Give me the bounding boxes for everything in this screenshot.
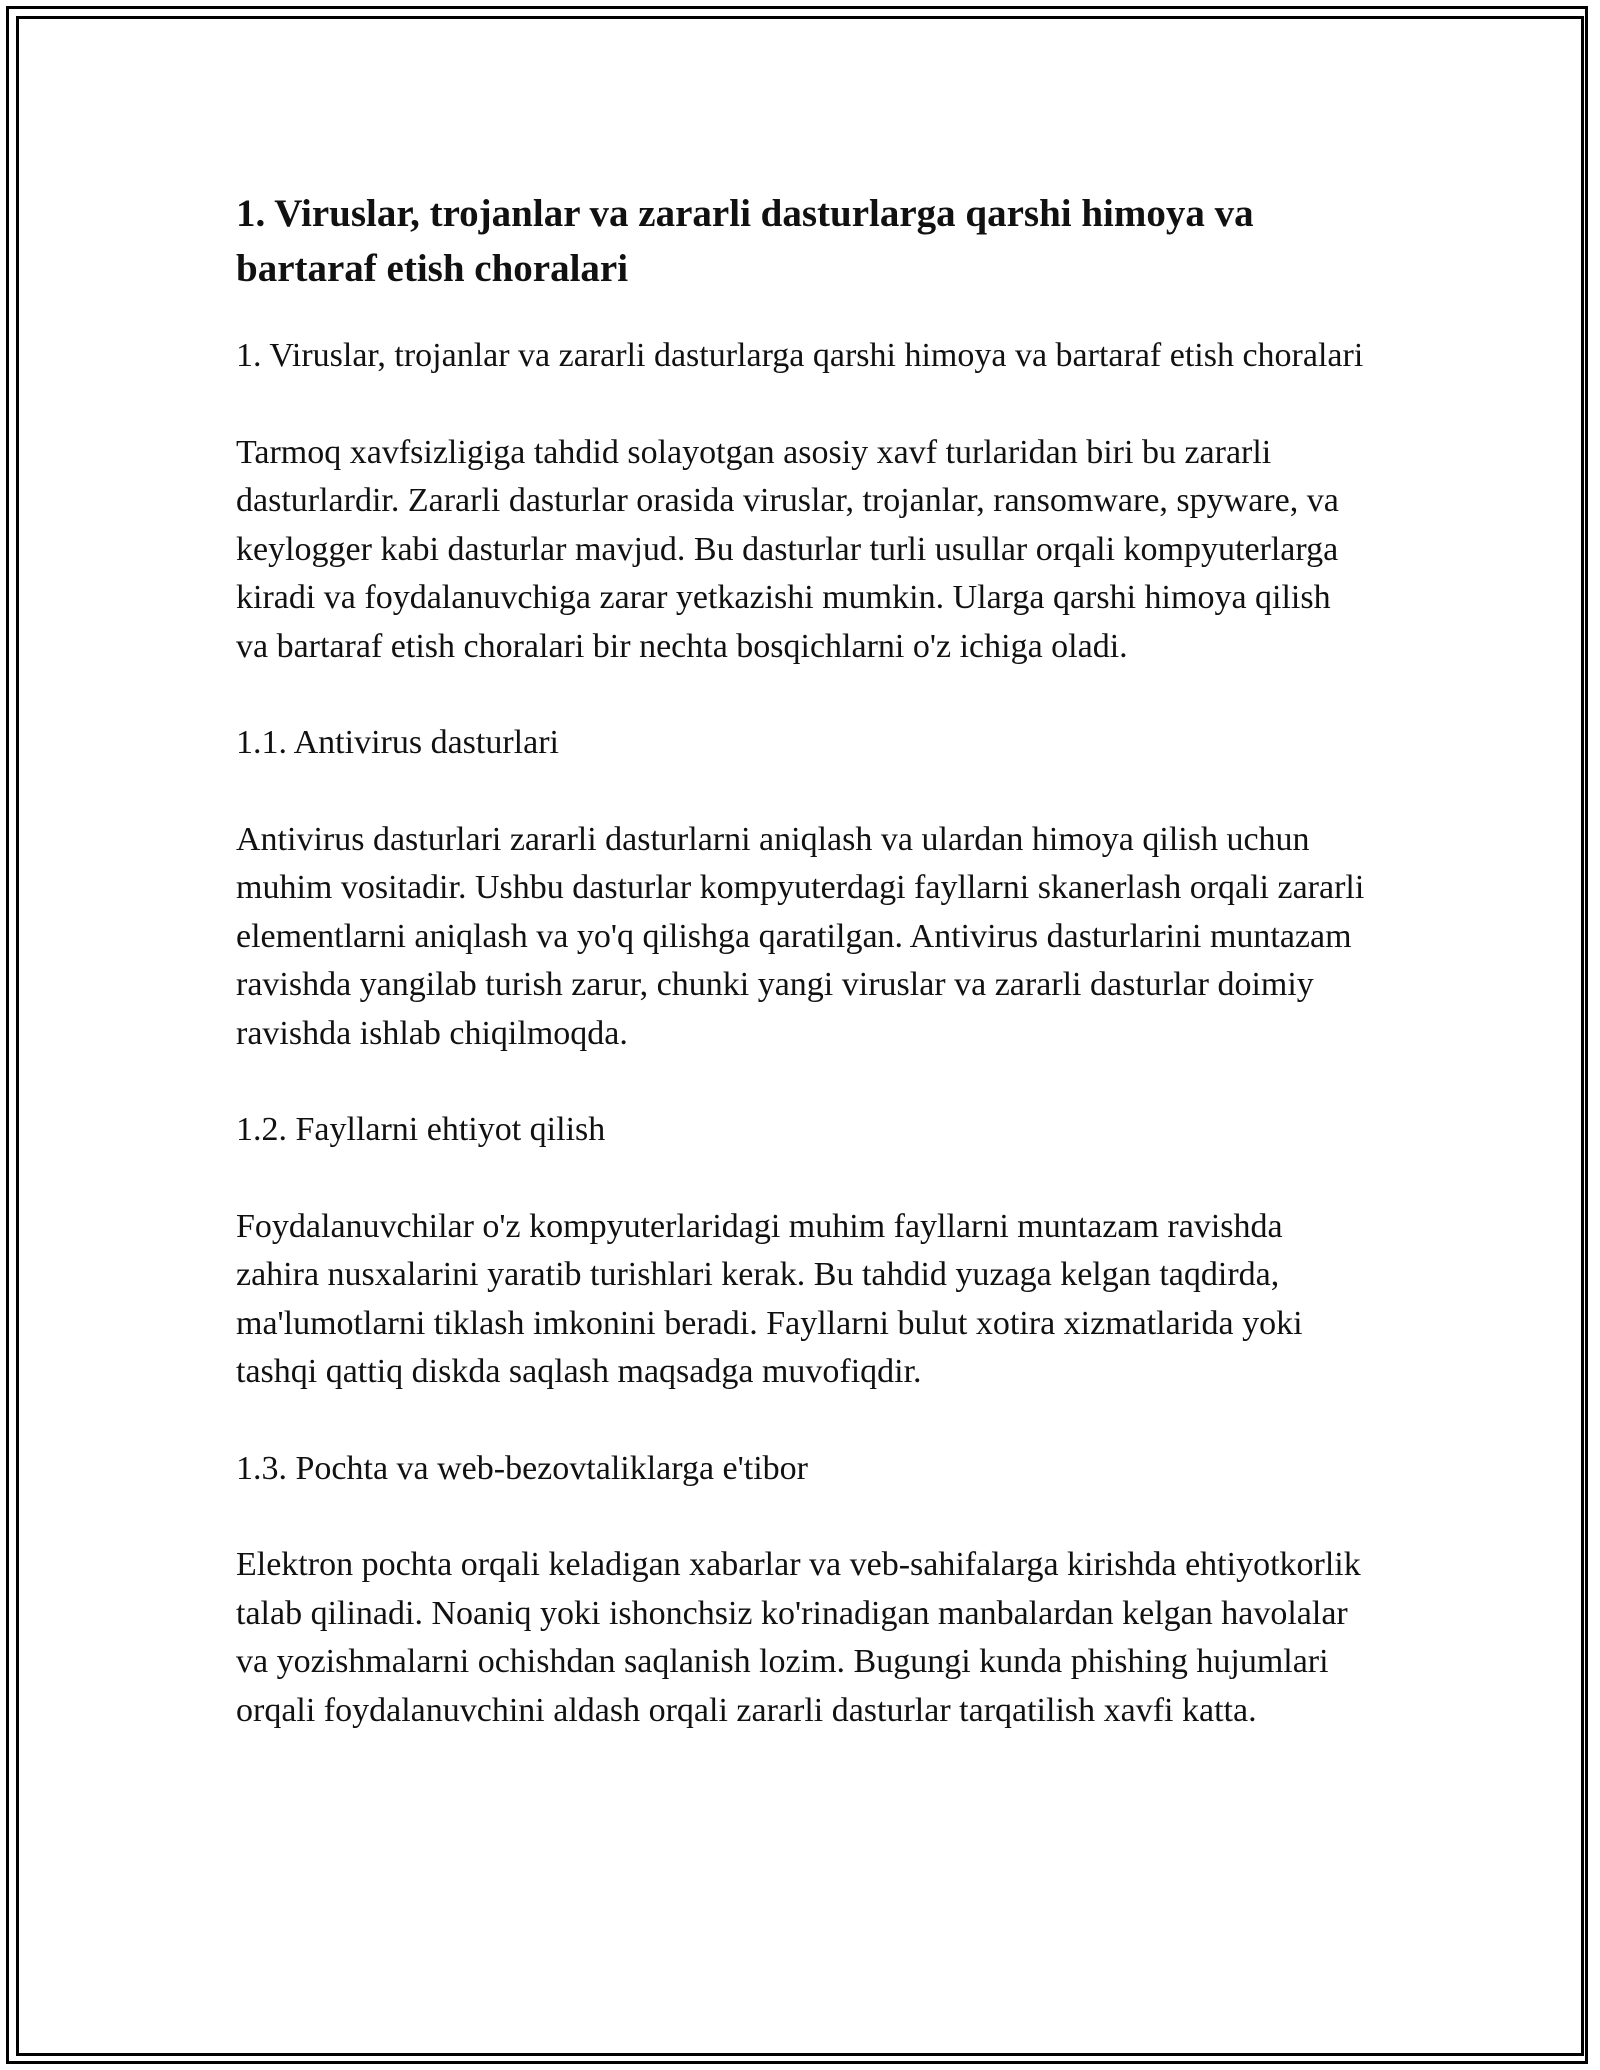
subsection-title-backup: 1.2. Fayllarni ehtiyot qilish: [236, 1111, 606, 1148]
subsection-title-antivirus: 1.1. Antivirus dasturlari: [236, 724, 559, 761]
email-web-paragraph: Elektron pochta orqali keladigan xabarlar va veb-sahifalarga kirishda ehtiyotkorlik talab qilinadi. Noaniq yoki ishonchsiz ko'rinadigan manbalardan kelgan havolalar va yozishmalarni ochishdan saqlanish lozim. Bugungi kunda phishing hujumlari orqali foydalanuvchini aldash orqali zararli dasturlar tarqatilish xavfi katta.: [236, 1546, 1361, 1729]
antivirus-paragraph: Antivirus dasturlari zararli dasturlarni aniqlash va ulardan himoya qilish uchun muhim vositadir. Ushbu dasturlar kompyuterdagi fayllarni skanerlash orqali zararli elementlarni aniqlash va yo'q qilishga qaratilgan. Antivirus dasturlarini muntazam ravishda yangilab turish zarur, chunki yangi viruslar va zararli dasturlar doimiy ravishda ishlab chiqilmoqda.: [236, 820, 1365, 1052]
document-heading: 1. Viruslar, trojanlar va zararli dasturlarga qarshi himoya va bartaraf etish choralari: [236, 192, 1254, 290]
document-body: [236, 186, 1366, 1783]
section-title-repeat: 1. Viruslar, trojanlar va zararli dasturlarga qarshi himoya va bartaraf etish choralari: [236, 337, 1364, 374]
intro-paragraph: Tarmoq xavfsizligiga tahdid solayotgan asosiy xavf turlaridan biri bu zararli dasturlardir. Zararli dasturlar orasida viruslar, trojanlar, ransomware, spyware, va keylogger kabi dasturlar mavjud. Bu dasturlar turli usullar orqali kompyuterlarga kiradi va foydalanuvchiga zarar yetkazishi mumkin. Ularga qarshi himoya qilish va bartaraf etish choralari bir nechta bosqichlarni o'z ichiga oladi.: [236, 433, 1339, 665]
subsection-title-email-web: 1.3. Pochta va web-bezovtaliklarga e'tibor: [236, 1449, 808, 1487]
backup-paragraph: Foydalanuvchilar o'z kompyuterlaridagi muhim fayllarni muntazam ravishda zahira nusxalarini yaratib turishlari kerak. Bu tahdid yuzaga kelgan taqdirda, ma'lumotlarni tiklash imkonini beradi. Fayllarni bulut xotira xizmatlarida yoki tashqi qattiq diskda saqlash maqsadga muvofiqdir.: [236, 1207, 1303, 1390]
